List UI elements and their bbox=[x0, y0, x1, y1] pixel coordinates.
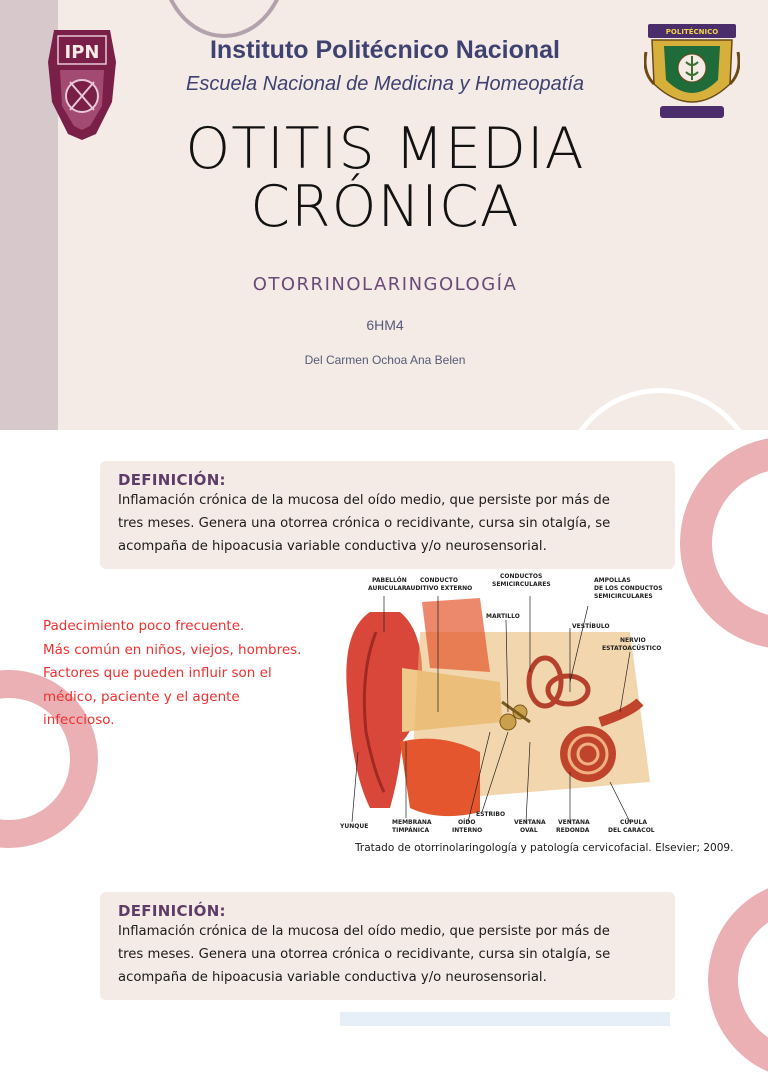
fact-line: infeccioso. bbox=[43, 712, 115, 728]
svg-text:IPN: IPN bbox=[64, 42, 100, 63]
decorative-ring bbox=[560, 388, 760, 430]
fact-line: médico, paciente y el agente bbox=[43, 688, 240, 705]
title-line-2: CRÓNICA bbox=[250, 174, 520, 240]
ear-label: CONDUCTOS bbox=[500, 573, 543, 580]
ear-label: REDONDA bbox=[556, 827, 590, 834]
ear-label: CÚPULA bbox=[620, 819, 648, 826]
ear-label: AMPOLLAS bbox=[594, 577, 631, 584]
definition-line: Inflamación crónica de la mucosa del oído medio, que persiste por más de bbox=[118, 924, 610, 939]
ear-label: MEMBRANA bbox=[392, 819, 432, 826]
facts-list bbox=[43, 615, 333, 733]
ear-label: AUDITIVO EXTERNO bbox=[406, 585, 473, 592]
ear-label: OVAL bbox=[520, 827, 538, 834]
ipn-logo bbox=[40, 22, 124, 140]
ear-label: VENTANA bbox=[558, 819, 590, 826]
ear-label: YUNQUE bbox=[340, 823, 369, 830]
ear-label: ESTATOACÚSTICO bbox=[602, 645, 662, 652]
figure-caption: Tratado de otorrinolaringología y patología cervicofacial. Elsevier; 2009. bbox=[355, 842, 734, 854]
ear-label: CONDUCTO bbox=[420, 577, 458, 584]
ear-label: TIMPÁNICA bbox=[392, 827, 430, 834]
decorative-ring bbox=[708, 880, 768, 1080]
definition-line: tres meses. Genera una otorrea crónica o recidivante, cursa sin otalgía, se bbox=[118, 516, 611, 531]
definition-text bbox=[118, 920, 657, 989]
decorative-ring bbox=[160, 0, 288, 38]
svg-text:POLITÉCNICO: POLITÉCNICO bbox=[665, 28, 719, 36]
fact-line: Factores que pueden influir son el bbox=[43, 665, 272, 681]
ear-label: VENTANA bbox=[514, 819, 546, 826]
definition-line: acompaña de hipoacusia variable conductiva y/o neurosensorial. bbox=[118, 539, 547, 554]
ear-label: SEMICIRCULARES bbox=[492, 581, 551, 588]
definition-text bbox=[118, 489, 657, 558]
ear-label: AURICULAR bbox=[368, 585, 407, 592]
group-code: 6HM4 bbox=[366, 317, 404, 333]
definition-title: DEFINICIÓN: bbox=[118, 902, 226, 920]
definition-line: Inflamación crónica de la mucosa del oído medio, que persiste por más de bbox=[118, 493, 610, 508]
fact-line: Padecimiento poco frecuente. bbox=[43, 618, 245, 634]
title-line-1: OTITIS MEDIA bbox=[185, 116, 585, 182]
ear-label: SEMICIRCULARES bbox=[594, 593, 653, 600]
page-title bbox=[120, 116, 650, 240]
author-name: Del Carmen Ochoa Ana Belen bbox=[304, 353, 466, 367]
decorative-ring bbox=[680, 437, 768, 649]
ear-label: PABELLÓN bbox=[372, 577, 407, 584]
ear-label: ESTRIBO bbox=[476, 811, 506, 818]
definition-box bbox=[100, 461, 675, 569]
school-name: Escuela Nacional de Medicina y Homeopatía bbox=[186, 73, 584, 95]
ear-label: DEL CARACOL bbox=[608, 827, 655, 834]
school-shield-logo bbox=[644, 22, 740, 122]
institution-name: Instituto Politécnico Nacional bbox=[209, 36, 561, 64]
ear-label: OÍDO bbox=[458, 819, 476, 826]
definition-line: acompaña de hipoacusia variable conductiva y/o neurosensorial. bbox=[118, 970, 547, 985]
cover-slide bbox=[0, 0, 768, 430]
subject-heading: OTORRINOLARINGOLOGÍA bbox=[252, 274, 518, 295]
definition-line: tres meses. Genera una otorrea crónica o recidivante, cursa sin otalgía, se bbox=[118, 947, 611, 962]
fact-line: Más común en niños, viejos, hombres. bbox=[43, 641, 302, 658]
ear-label: MARTILLO bbox=[486, 613, 520, 620]
definition-box bbox=[100, 892, 675, 1000]
ear-label: INTERNO bbox=[452, 827, 483, 834]
ear-label: NERVIO bbox=[620, 637, 646, 644]
ear-label: DE LOS CONDUCTOS bbox=[594, 585, 663, 592]
ear-anatomy-diagram bbox=[330, 572, 670, 840]
ear-label: VESTÍBULO bbox=[572, 623, 610, 630]
definition-title: DEFINICIÓN: bbox=[118, 471, 226, 489]
